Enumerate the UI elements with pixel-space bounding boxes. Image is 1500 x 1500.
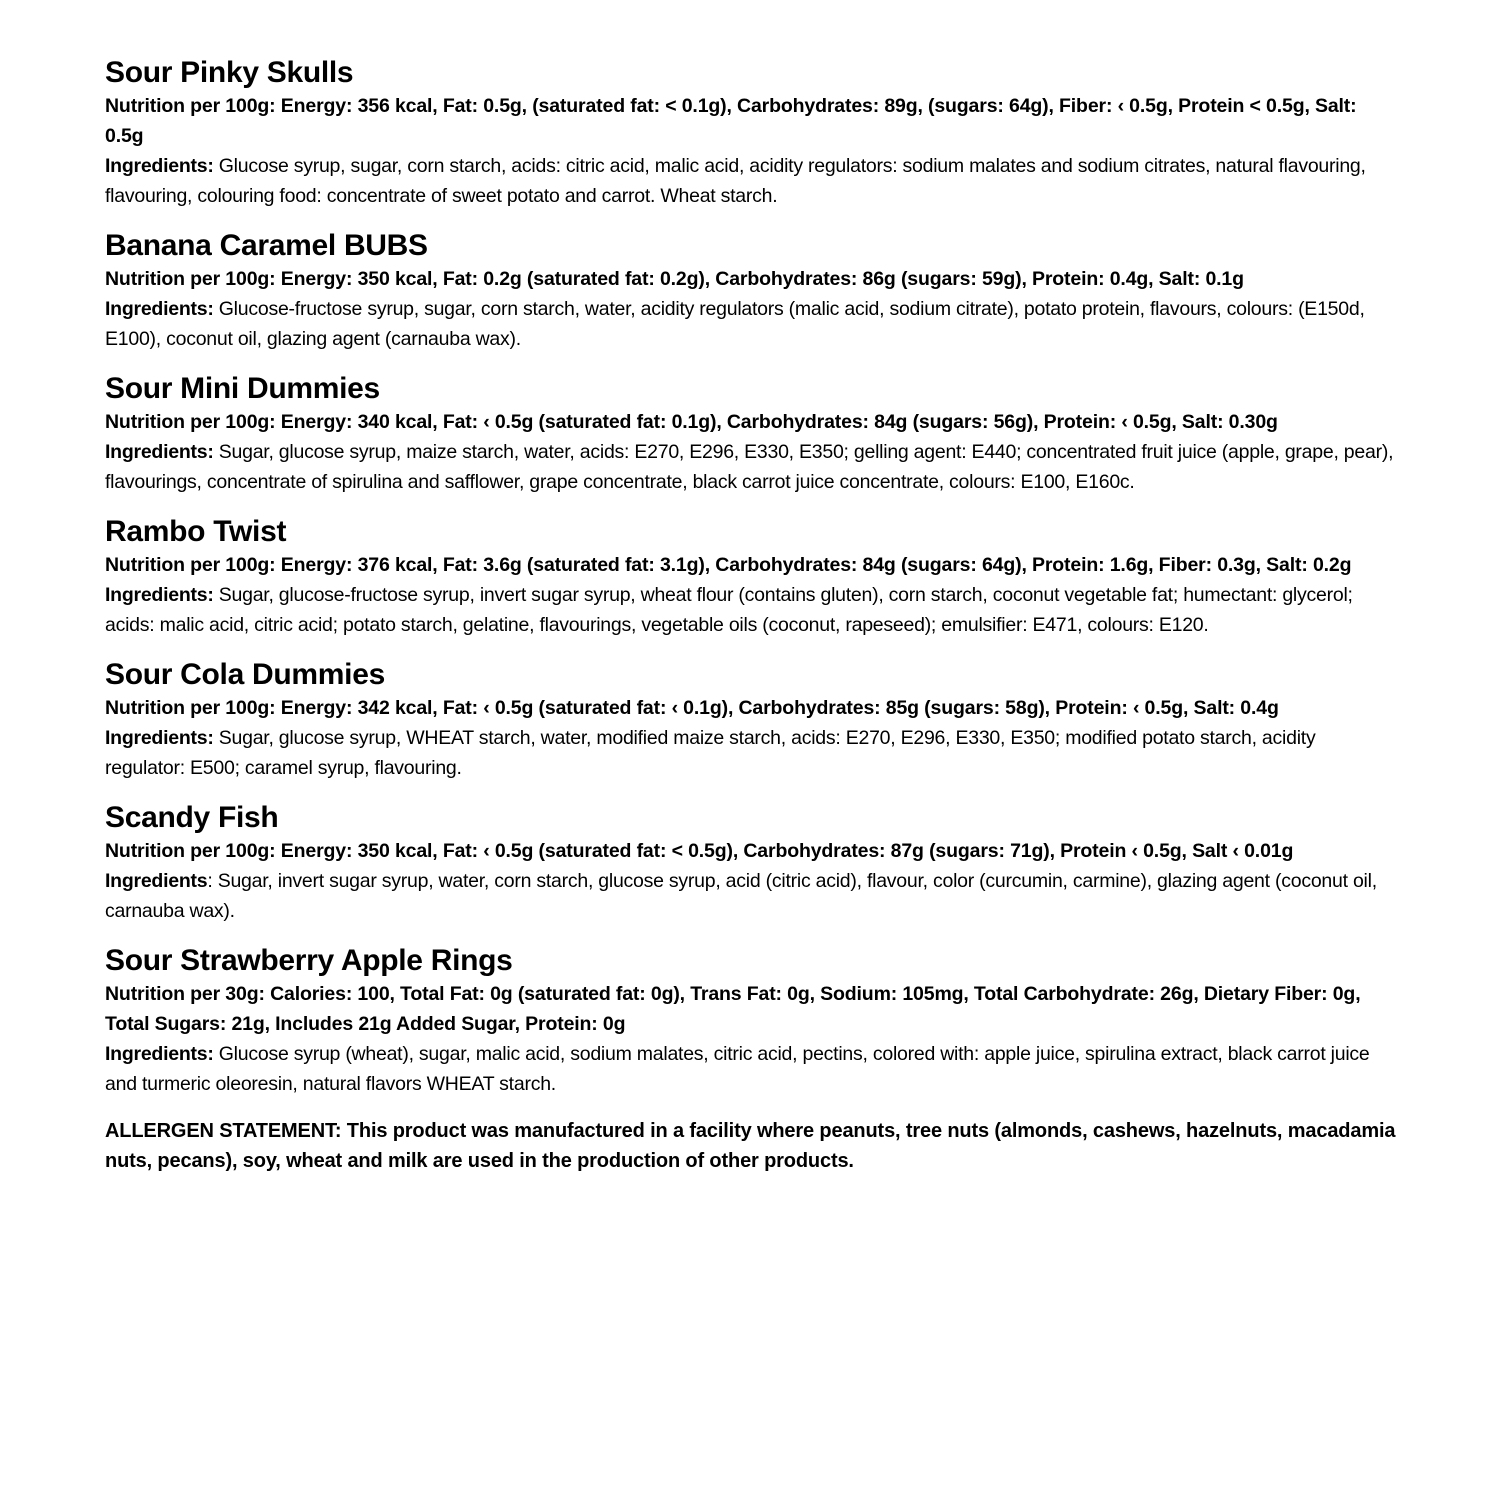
ingredients-text (105, 580, 1400, 640)
product-name: Banana Caramel BUBS (105, 229, 428, 262)
product-name: Rambo Twist (105, 515, 287, 548)
product-banana-caramel-bubs (105, 228, 1400, 354)
product-sour-pinky-skulls (105, 55, 1400, 211)
ingredients-text (105, 866, 1400, 926)
ingredients-list: Glucose syrup (wheat), sugar, malic acid, sodium malates, citric acid, pectins, colored with: apple juice, spirulina extract, black carrot juice and turmeric oleoresin, natural flavors WHEAT starch. (105, 1043, 1370, 1095)
ingredients-text (105, 294, 1400, 354)
ingredients-label: Ingredients: (105, 727, 214, 749)
product-name: Sour Strawberry Apple Rings (105, 944, 513, 977)
nutrition-facts: Nutrition per 100g: Energy: 340 kcal, Fat: ‹ 0.5g (saturated fat: 0.1g), Carbohydrates: 84g (sugars: 56g), Protein: ‹ 0.5g, Salt: 0.30g (105, 411, 1278, 433)
ingredients-list: Sugar, glucose syrup, WHEAT starch, water, modified maize starch, acids: E270, E296, E330, E350; modified potato starch, acidity regulator: E500; caramel syrup, flavouring. (105, 727, 1316, 779)
ingredients-label: Ingredients: (105, 584, 214, 606)
product-name: Sour Mini Dummies (105, 372, 380, 405)
product-sour-mini-dummies (105, 371, 1400, 497)
nutrition-facts: Nutrition per 100g: Energy: 356 kcal, Fat: 0.5g, (saturated fat: < 0.1g), Carbohydrates: 89g, (sugars: 64g), Fiber: ‹ 0.5g, Protein < 0.5g, Salt: 0.5g (105, 95, 1357, 147)
ingredients-label: Ingredients: (105, 1043, 214, 1065)
ingredients-text (105, 1039, 1400, 1099)
ingredients-label: Ingredients: (105, 441, 214, 463)
ingredients-label: Ingredients: (105, 298, 214, 320)
ingredients-text (105, 151, 1400, 211)
product-scandy-fish (105, 800, 1400, 926)
ingredients-list: Glucose syrup, sugar, corn starch, acids: citric acid, malic acid, acidity regulators: sodium malates and sodium citrates, natural flavouring, flavouring, colouring food: concentrate of sweet potato and carrot. Wheat starch. (105, 155, 1366, 207)
nutrition-facts: Nutrition per 30g: Calories: 100, Total Fat: 0g (saturated fat: 0g), Trans Fat: 0g, Sodium: 105mg, Total Carbohydrate: 26g, Dietary Fiber: 0g, Total Sugars: 21g, Includes 21g Added Sugar, Protein: 0g (105, 983, 1361, 1035)
ingredients-label: Ingredients: (105, 155, 214, 177)
product-name: Sour Pinky Skulls (105, 56, 354, 89)
ingredients-label: Ingredients (105, 870, 208, 892)
product-rambo-twist (105, 514, 1400, 640)
ingredients-list: Sugar, glucose-fructose syrup, invert sugar syrup, wheat flour (contains gluten), corn starch, coconut vegetable fat; humectant: glycerol; acids: malic acid, citric acid; potato starch, gelatine, flavourings, vegetable oils (coconut, rapeseed); emulsifier: E471, colours: E120. (105, 584, 1353, 636)
nutrition-facts: Nutrition per 100g: Energy: 342 kcal, Fat: ‹ 0.5g (saturated fat: ‹ 0.1g), Carbohydrates: 85g (sugars: 58g), Protein: ‹ 0.5g, Salt: 0.4g (105, 697, 1279, 719)
nutrition-facts: Nutrition per 100g: Energy: 350 kcal, Fat: 0.2g (saturated fat: 0.2g), Carbohydrates: 86g (sugars: 59g), Protein: 0.4g, Salt: 0.1g (105, 268, 1244, 290)
ingredients-list: : Sugar, invert sugar syrup, water, corn starch, glucose syrup, acid (citric acid), flavour, color (curcumin, carmine), glazing agent (coconut oil, carnauba wax). (105, 870, 1377, 922)
ingredients-text (105, 437, 1400, 497)
ingredients-list: Sugar, glucose syrup, maize starch, water, acids: E270, E296, E330, E350; gelling agent: E440; concentrated fruit juice (apple, grape, pear), flavourings, concentrate of spirulina and safflower, grape concentrate, black carrot juice concentrate, colours: E100, E160c. (105, 441, 1394, 493)
product-name: Scandy Fish (105, 801, 279, 834)
nutrition-facts: Nutrition per 100g: Energy: 376 kcal, Fat: 3.6g (saturated fat: 3.1g), Carbohydrates: 84g (sugars: 64g), Protein: 1.6g, Fiber: 0.3g, Salt: 0.2g (105, 554, 1352, 576)
product-sour-cola-dummies (105, 657, 1400, 783)
allergen-statement: ALLERGEN STATEMENT: This product was manufactured in a facility where peanuts, tree nuts (almonds, cashews, hazelnuts, macadamia nuts, pecans), soy, wheat and milk are used in the production of other products. (105, 1120, 1396, 1172)
product-sour-strawberry-apple-rings (105, 943, 1400, 1099)
nutrition-facts: Nutrition per 100g: Energy: 350 kcal, Fat: ‹ 0.5g (saturated fat: < 0.5g), Carbohydrates: 87g (sugars: 71g), Protein ‹ 0.5g, Salt ‹ 0.01g (105, 840, 1294, 862)
product-name: Sour Cola Dummies (105, 658, 385, 691)
ingredients-text (105, 723, 1400, 783)
ingredients-list: Glucose-fructose syrup, sugar, corn starch, water, acidity regulators (malic acid, sodium citrate), potato protein, flavours, colours: (E150d, E100), coconut oil, glazing agent (carnauba wax). (105, 298, 1365, 350)
